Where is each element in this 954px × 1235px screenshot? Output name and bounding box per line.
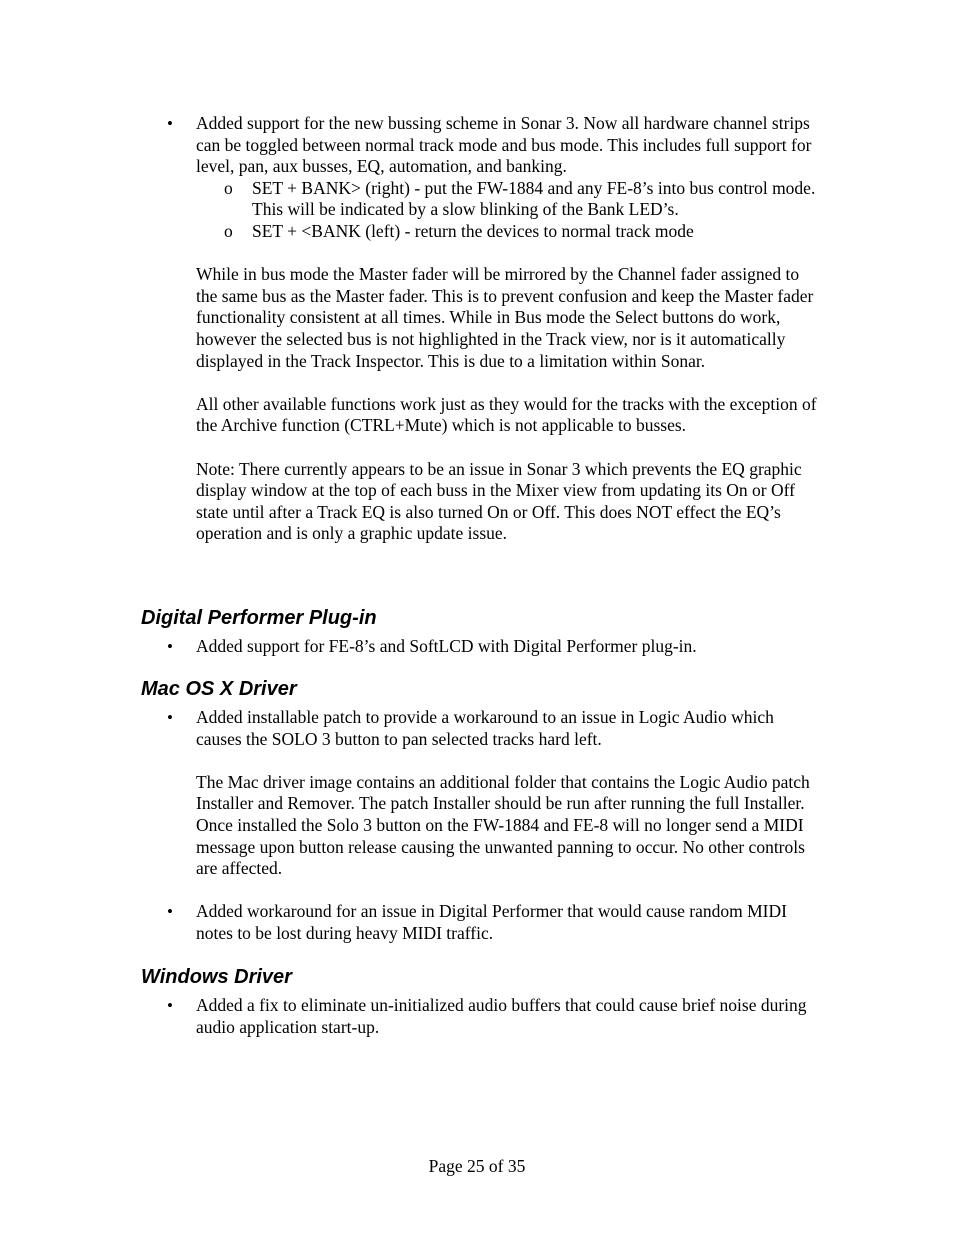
windows-driver-section <box>141 995 821 1038</box>
bullet-icon: • <box>167 902 173 922</box>
digital-performer-section <box>141 636 821 658</box>
list-item <box>141 901 821 944</box>
paragraph: The Mac driver image contains an additional folder that contains the Logic Audio patch Installer and Remover. The patch Installer should be run after running the full Installer. Once installed the Solo 3 button on the FW-1884 and FE-8 will no longer send a MIDI message upon button release causing the unwanted panning to occur. No other controls are affected. <box>196 771 810 879</box>
sonar-section <box>141 113 821 545</box>
list-item <box>196 178 821 221</box>
paragraph: Note: There currently appears to be an issue in Sonar 3 which prevents the EQ graphic display window at the top of each buss in the Mixer view from updating its On or Off state until after a Track EQ is also turned On or Off. This does NOT effect the EQ’s operation and is only a graphic update issue. <box>196 458 802 544</box>
bullet-icon: • <box>167 708 173 727</box>
circle-bullet-icon: o <box>224 177 233 198</box>
section-heading: Windows Driver <box>141 966 292 988</box>
paragraph: While in bus mode the Master fader will be mirrored by the Channel fader assigned to the same bus as the Master fader. This is to prevent confusion and keep the Master fader functionality consistent at all times. While in Bus mode the Select buttons do work, however the selected bus is not highlighted in the Track view, nor is it automatically displayed in the Track Inspector. This is due to a limitation within Sonar. <box>196 264 814 371</box>
list-spacer <box>141 880 821 902</box>
list-item <box>141 707 821 880</box>
bullet-text: Added workaround for an issue in Digital Performer that would cause random MIDI notes to be lost during heavy MIDI traffic. <box>196 901 787 943</box>
page-content <box>141 113 821 1037</box>
sub-item-text: SET + BANK> (right) - put the FW-1884 and any FE-8’s into bus control mode. This will be indicated by a slow blinking of the Bank LED’s. <box>252 177 816 220</box>
mac-bullet-list <box>141 707 821 945</box>
section-heading: Digital Performer Plug-in <box>141 607 377 629</box>
bullet-text: Added a fix to eliminate un-initialized audio buffers that could cause brief noise during audio application start-up. <box>196 995 807 1037</box>
sonar-sub-list <box>196 178 821 243</box>
mac-driver-section <box>141 707 821 945</box>
bullet-icon: • <box>167 114 173 133</box>
list-item <box>141 995 821 1038</box>
sonar-bullet-list <box>141 113 821 545</box>
list-item <box>141 113 821 545</box>
page-number: Page 25 of 35 <box>428 1156 526 1176</box>
bullet-text: Added support for FE-8’s and SoftLCD with Digital Performer plug-in. <box>196 636 697 656</box>
section-heading: Mac OS X Driver <box>141 678 297 700</box>
paragraph: All other available functions work just as they would for the tracks with the exception of the Archive function (CTRL+Mute) which is not applicable to busses. <box>196 393 817 436</box>
circle-bullet-icon: o <box>224 220 233 241</box>
sub-item-text: SET + <BANK (left) - return the devices to normal track mode <box>252 220 694 241</box>
list-item <box>196 221 821 243</box>
bullet-icon: • <box>167 637 173 656</box>
bullet-icon: • <box>167 996 173 1015</box>
bullet-text: Added installable patch to provide a workaround to an issue in Logic Audio which causes the SOLO 3 button to pan selected tracks hard left. <box>196 707 774 749</box>
dp-bullet-list <box>141 636 821 658</box>
bullet-text: Added support for the new bussing scheme in Sonar 3. Now all hardware channel strips can be toggled between normal track mode and bus mode. This includes full support for level, pan, aux busses, EQ, automation, and banking. <box>196 113 812 177</box>
win-bullet-list <box>141 995 821 1038</box>
list-item <box>141 636 821 658</box>
